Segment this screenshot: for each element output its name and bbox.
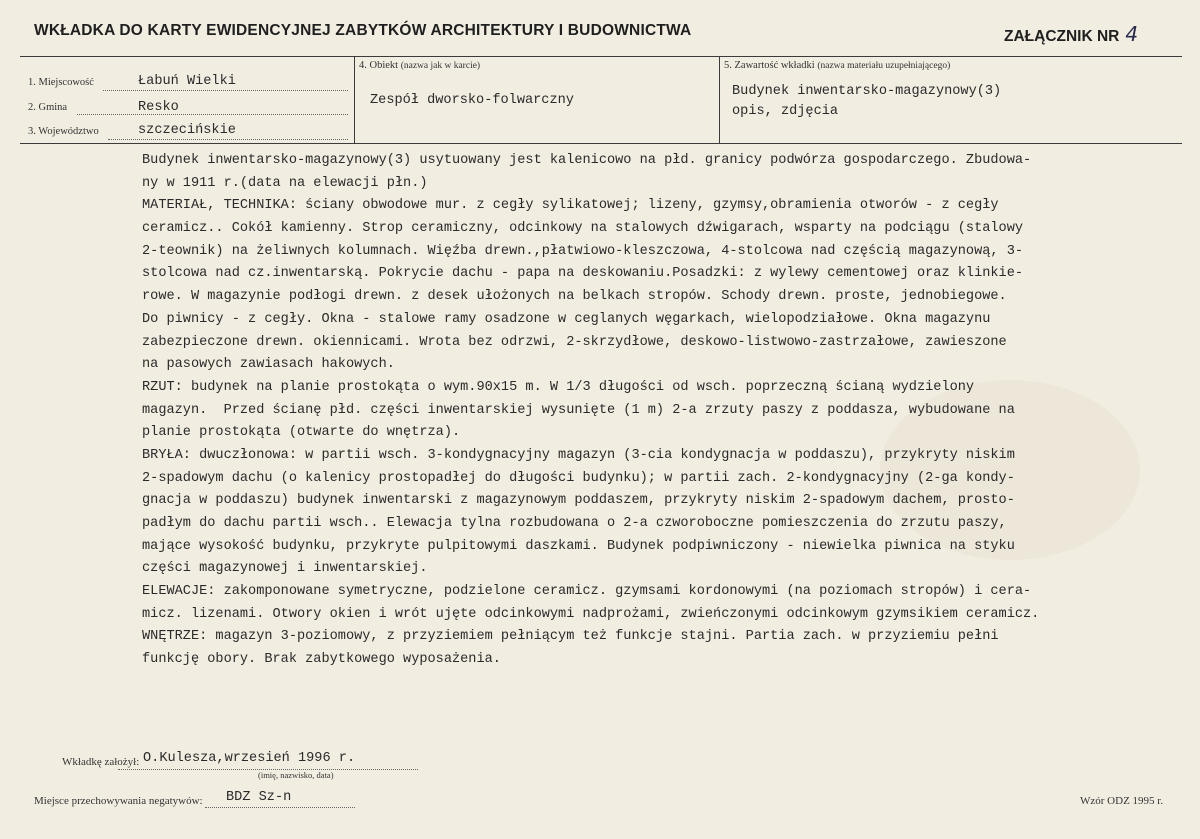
body-line: ceramicz.. Cokół kamienny. Strop ceramiczny, odcinkowy na stalowych dźwigarach, wsparty na podciągu (stalowy [142, 221, 1024, 237]
object-label [359, 60, 480, 71]
attachment-number [1004, 22, 1138, 46]
body-line: zabezpieczone drewn. okiennicami. Wrota bez odrzwi, 2-skrzydłowe, deskowo-listwowo-zastrzałowe, zawieszone [142, 334, 1007, 350]
content-hint: (nazwa materiału uzupełniającego) [817, 61, 951, 71]
body-line: funkcję obory. Brak zabytkowego wyposażenia. [142, 652, 501, 668]
body-line: micz. lizenami. Otwory okien i wrót ujęte odcinkowymi nadprożami, zwieńczonymi odcinkowym gzymsikiem ceramicz. [142, 606, 1040, 622]
body-line: części magazynowej i inwentarskiej. [142, 561, 428, 577]
top-rule [20, 56, 1182, 57]
body-line: mające wysokość budynku, przykryte pulpitowymi daszkami. Budynek podpiwniczony - niewielka piwnica na styku [142, 538, 1015, 554]
document-title: WKŁADKA DO KARTY EWIDENCYJNEJ ZABYTKÓW ARCHITEKTURY I BUDOWNICTWA [34, 22, 692, 39]
body-line: padłym do dachu partii wsch.. Elewacja tylna rozbudowana o 2-a czworoboczne pomieszczenia do zrzutu paszy, [142, 516, 1007, 531]
voivodeship-label: 3. Województwo [28, 126, 99, 137]
body-line: MATERIAŁ, TECHNIKA: ściany obwodowe mur. z cegły sylikatowej; lizeny, gzymsy,obramienia otworów - z cegły [142, 198, 999, 214]
body-line: RZUT: budynek na planie prostokąta o wym.90x15 m. W 1/3 długości od wsch. poprzeczną ścianą wydzielony [142, 379, 975, 395]
commune-dots [77, 114, 348, 115]
body-line: Do piwnicy - z cegły. Okna - stalowe ramy osadzone w ceglanych węgarkach, wielopodziałowe. Okna magazynu [142, 311, 991, 327]
body-line: 2-spadowym dachu (o kalenicy prostopadłej do długości budynku); w partii zach. 2-kondygnacyjny (2-ga kondy- [142, 470, 1015, 486]
locality-value: Łabuń Wielki [138, 74, 236, 89]
locality-dots [103, 90, 348, 91]
content-label-text: 5. Zawartość wkładki [724, 60, 815, 71]
body-line: rowe. W magazynie podłogi drewn. z desek ułożonych na belkach stropów. Schody drewn. proste, jednobiegowe. [142, 289, 1007, 305]
attachment-number-value: 4 [1125, 22, 1139, 46]
object-value: Zespół dworsko-folwarczny [370, 93, 574, 108]
content-label [724, 60, 950, 71]
body-line: magazyn. Przed ścianę płd. części inwentarskiej wysunięte (1 m) 2-a zrzuty paszy z poddasza, wybudowane na [142, 402, 1015, 418]
header-bottom-rule [20, 143, 1182, 144]
form-version: Wzór ODZ 1995 r. [1080, 795, 1164, 807]
author-value: O.Kulesza,wrzesień 1996 r. [143, 751, 356, 766]
negatives-dots [205, 807, 355, 808]
body-line: Budynek inwentarsko-magazynowy(3) usytuowany jest kalenicowo na płd. granicy podwórza gospodarczego. Zbudowa- [142, 153, 1032, 168]
column-divider-1 [354, 56, 355, 144]
author-hint: (imię, nazwisko, data) [258, 770, 334, 780]
commune-value: Resko [138, 100, 179, 115]
negatives-value: BDZ Sz-n [226, 790, 292, 805]
body-line: ELEWACJE: zakomponowane symetryczne, podzielone ceramicz. gzymsami kordonowymi (na poziomach stropów) i cera- [142, 584, 1032, 600]
commune-label: 2. Gmina [28, 102, 68, 113]
body-line: gnacja w poddaszu) budynek inwentarski z magazynowym poddaszem, przykryty niskim 2-spadowym dachem, prosto- [142, 493, 1015, 509]
locality-label: 1. Miejscowość [28, 77, 94, 88]
body-line: ny w 1911 r.(data na elewacji płn.) [142, 175, 428, 191]
content-value-2: opis, zdjęcia [732, 104, 839, 119]
body-line: 2-teownik) na żeliwnych kolumnach. Więźba drewn.,płatwiowo-kleszczowa, 4-stolcowa nad częścią magazynową, 3- [142, 243, 1024, 259]
author-label: Wkładkę założył: [62, 756, 140, 768]
attachment-label: ZAŁĄCZNIK NR [1004, 28, 1120, 45]
description-body [142, 150, 1092, 672]
body-line: na pasowych zawiasach hakowych. [142, 357, 395, 373]
body-line: BRYŁA: dwuczłonowa: w partii wsch. 3-kondygnacyjny magazyn (3-cia kondygnacja w poddaszu), przykryty niskim [142, 447, 1015, 463]
body-line: WNĘTRZE: magazyn 3-poziomowy, z przyziemiem pełniącym też funkcje stajni. Partia zach. w przyziemiu pełni [142, 629, 999, 645]
object-label-text: 4. Obiekt [359, 60, 399, 71]
body-line: planie prostokąta (otwarte do wnętrza). [142, 425, 461, 441]
body-line: stolcowa nad cz.inwentarską. Pokrycie dachu - papa na deskowaniu.Posadzki: z wylewy cementowej oraz klinkie- [142, 266, 1024, 282]
content-value-1: Budynek inwentarsko-magazynowy(3) [732, 84, 1002, 99]
voivodeship-value: szczecińskie [138, 123, 236, 138]
negatives-label: Miejsce przechowywania negatywów: [34, 795, 203, 807]
column-divider-2 [719, 56, 720, 144]
object-hint: (nazwa jak w karcie) [400, 61, 481, 71]
